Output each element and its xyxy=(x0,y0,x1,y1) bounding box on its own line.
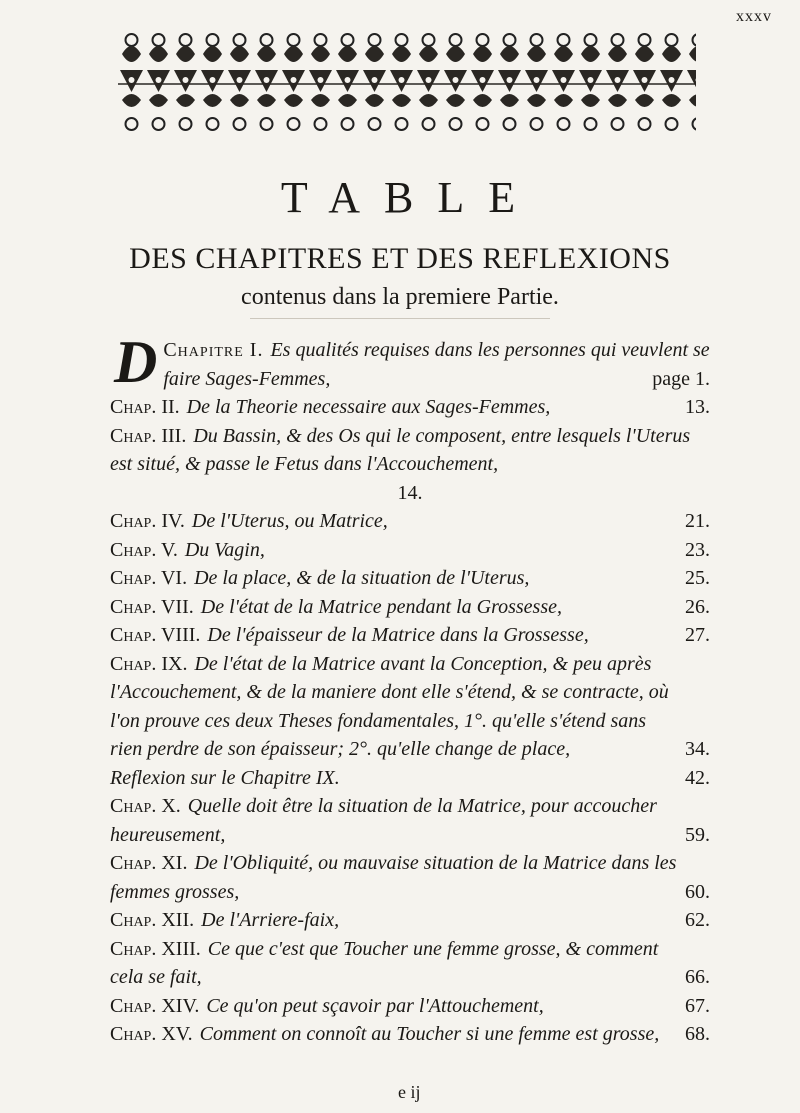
toc-entry xyxy=(110,593,710,622)
chapter-title: De l'Uterus, ou Matrice, xyxy=(191,510,388,532)
chapter-heading: Chap. XV. xyxy=(110,1023,193,1045)
chapter-title: Ce qu'on peut sçavoir par l'Attouchement, xyxy=(206,994,544,1017)
toc-entry xyxy=(110,621,710,650)
table-subtitle: DES CHAPITRES ET DES REFLEXIONS xyxy=(129,242,671,275)
toc-entry xyxy=(110,564,710,593)
page-ref: page 1. xyxy=(652,367,710,390)
chapter-heading: Chap. XI. xyxy=(110,852,188,874)
signature-mark: e ij xyxy=(398,1082,421,1102)
toc-entry xyxy=(110,792,710,849)
chapter-heading: Chap. VIII. xyxy=(110,624,201,646)
drop-cap-d: D xyxy=(114,329,158,395)
table-subtitle-2: contenus dans la premiere Partie. xyxy=(241,284,559,310)
chapter-heading: Chap. IV. xyxy=(110,510,185,532)
chapter-heading: Chap. II. xyxy=(110,396,180,418)
toc-entry xyxy=(110,1020,710,1049)
printers-ornament-band xyxy=(118,30,696,138)
page-ref: 59. xyxy=(685,823,710,846)
toc-entry xyxy=(110,935,710,992)
toc-entry xyxy=(110,393,710,422)
table-title: TABLE xyxy=(280,173,540,222)
page-ref: 34. xyxy=(685,738,710,760)
chapter-title: Du Vagin, xyxy=(184,538,265,561)
toc-entry xyxy=(110,507,710,536)
toc-entry xyxy=(110,650,710,764)
chapter-title: Comment on connoît au Toucher si une femme est grosse, xyxy=(199,1023,660,1045)
page-ref: 26. xyxy=(685,595,710,618)
chapter-title: De la place, & de la situation de l'Uterus, xyxy=(194,567,530,589)
chapter-heading: Chap. VI. xyxy=(110,567,188,589)
chapter-heading: Chap. III. xyxy=(110,424,187,447)
chapter-title: Quelle doit être la situation de la Matrice, pour accoucher heureusement, xyxy=(110,795,657,846)
toc-entry xyxy=(110,906,710,935)
page-ref: 42. xyxy=(685,766,710,789)
chapter-title: Es qualités requises dans les personnes qui veuvlent se faire Sages-Femmes, xyxy=(163,339,710,390)
toc-entry xyxy=(110,422,710,508)
chapter-heading: Chap. IX. xyxy=(110,652,188,675)
toc-entry xyxy=(110,536,710,565)
chapter-heading: Chap. XII. xyxy=(110,909,195,931)
toc-entry xyxy=(110,764,710,793)
reflexion-title: Reflexion sur le Chapitre IX. xyxy=(110,766,340,789)
page-ref: 67. xyxy=(685,994,710,1017)
chapter-heading: Chap. X. xyxy=(110,795,181,817)
page-ref: 21. xyxy=(685,510,710,532)
chapter-title: De l'état de la Matrice avant la Conception, & peu après l'Accouchement, & de la maniere dont elle s'étend, & se contracte, où l'on prouve ces deux Theses fondamentales, 1°. qu'elle s'étend sans rien perdre de son épaisseur; 2°. qu'elle change de place, xyxy=(110,652,669,760)
chapter-heading: Chapitre I. xyxy=(163,339,264,361)
page-ref: 27. xyxy=(685,624,710,646)
chapter-heading: Chap. VII. xyxy=(110,595,194,618)
chapter-title: De la Theorie necessaire aux Sages-Femmes, xyxy=(186,396,551,418)
page-ref: 13. xyxy=(685,396,710,418)
page-number: xxxv xyxy=(736,8,772,25)
chapter-title: Ce que c'est que Toucher une femme grosse, & comment cela se fait, xyxy=(110,937,659,988)
chapter-heading: Chap. V. xyxy=(110,538,178,561)
chapter-title: De l'épaisseur de la Matrice dans la Grossesse, xyxy=(207,624,589,646)
page-ref: 60. xyxy=(685,880,710,903)
chapter-title: De l'Obliquité, ou mauvaise situation de la Matrice dans les femmes grosses, xyxy=(110,852,677,903)
page-ref: 14. xyxy=(397,481,423,504)
table-of-contents xyxy=(110,329,710,1049)
page-ref: 23. xyxy=(685,538,710,561)
page-ref: 25. xyxy=(685,567,710,589)
chapter-title: Du Bassin, & des Os qui le composent, entre lesquels l'Uterus est situé, & passe le Fetus dans l'Accouchement, xyxy=(110,424,691,475)
page-ref: 62. xyxy=(685,909,710,931)
chapter-heading: Chap. XIII. xyxy=(110,937,201,960)
chapter-heading: Chap. XIV. xyxy=(110,994,200,1017)
page-ref: 68. xyxy=(685,1023,710,1045)
chapter-title: De l'Arriere-faix, xyxy=(201,909,340,931)
divider xyxy=(250,318,550,319)
toc-entry xyxy=(110,992,710,1021)
chapter-title: De l'état de la Matrice pendant la Grossesse, xyxy=(200,595,562,618)
toc-entry xyxy=(110,329,710,395)
page-ref: 66. xyxy=(685,966,710,988)
toc-entry xyxy=(110,849,710,906)
